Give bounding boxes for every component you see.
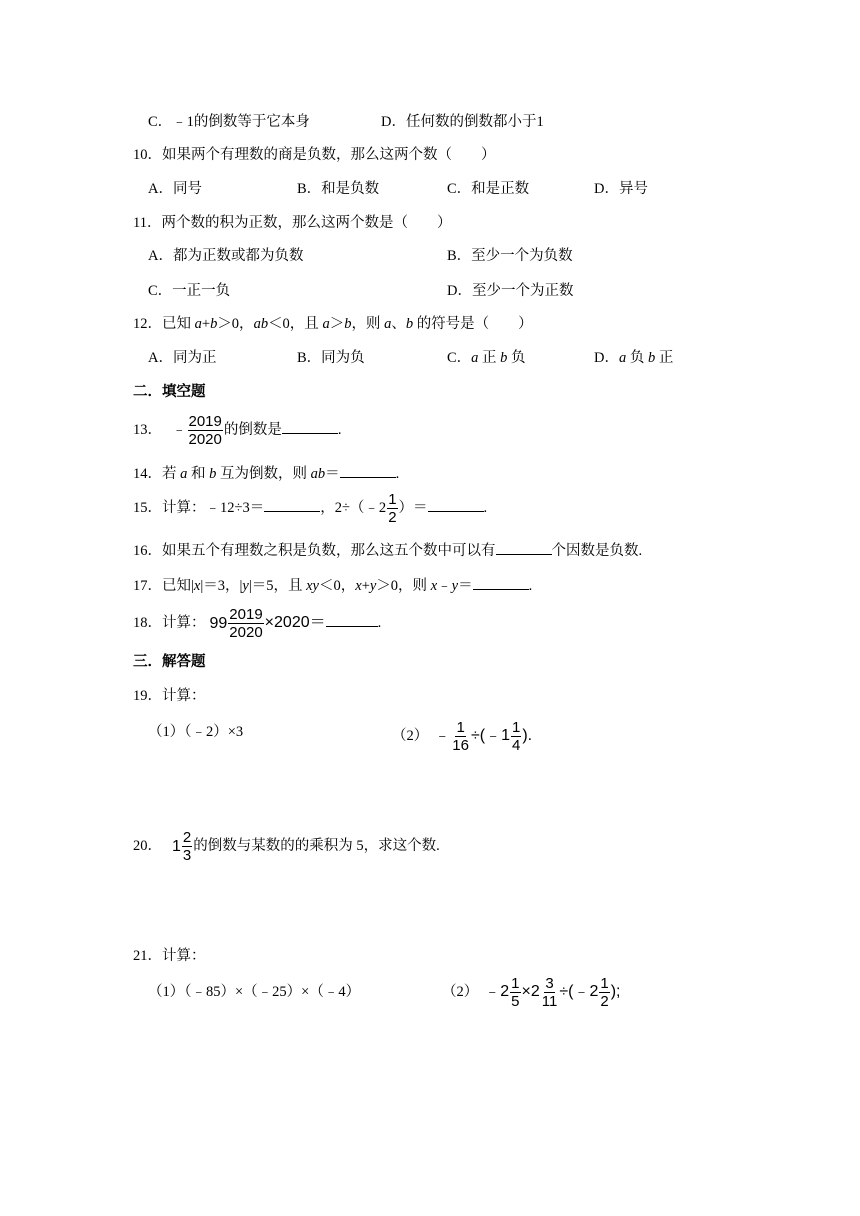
q21-fraction-3: $\frac{1}{2}$: [600, 975, 609, 1011]
q10-option-d: D．异号: [594, 181, 648, 197]
q9-option-c: C．﹣1的倒数等于它本身: [148, 114, 310, 130]
q21-fraction-1: $\frac{1}{5}$: [511, 975, 520, 1011]
q15-answer-blank-1[interactable]: [264, 497, 320, 512]
section-fill-blank-heading: 二．填空题: [133, 384, 206, 400]
q12-option-d: D．a 负 b 正: [594, 350, 674, 366]
q11-option-c: C．一正一负: [148, 283, 231, 299]
q20-fraction: $\frac{2}{3}$: [182, 829, 192, 865]
q20: 20． 1 $\frac{2}{3}$ 的倒数与某数的的乘积为 5，求这个数.: [133, 829, 440, 865]
q19-part-2: （2） ﹣ $\frac{1}{16}$ ÷(﹣1 $\frac{1}{4}$ ).: [392, 719, 533, 755]
q12-option-a: A．同为正: [148, 350, 217, 366]
q16: 16．如果五个有理数之积是负数，那么这五个数中可以有 个因数是负数.: [133, 540, 642, 561]
q16-answer-blank[interactable]: [496, 540, 552, 555]
q15-fraction: $\frac{1}{2}$: [388, 491, 397, 527]
q11-stem: 11．两个数的积为正数，那么这两个数是（ ）: [133, 215, 452, 231]
q21-part-2: （2） ﹣2 $\frac{1}{5}$ ×2 $\frac{3}{11}$ ÷(﹣2 $\frac{1}{2}$ );: [442, 975, 621, 1011]
q18-answer-blank[interactable]: [326, 612, 378, 627]
q21-stem: 21．计算：: [133, 948, 206, 964]
q13: 13． ﹣ $\frac{2019}{2020}$ 的倒数是 .: [133, 413, 342, 449]
q11-option-b: B．至少一个为负数: [447, 248, 573, 264]
q12-stem: 12．已知 a+b＞0，ab＜0，且 a＞b，则 a、b 的符号是（ ）: [133, 316, 533, 332]
q9-option-d: D．任何数的倒数都小于1: [381, 114, 544, 130]
q10-option-b: B．和是负数: [297, 181, 380, 197]
section-solution-heading: 三．解答题: [133, 654, 206, 670]
q15-answer-blank-2[interactable]: [428, 497, 484, 512]
q10-option-a: A．同号: [148, 181, 202, 197]
q13-fraction: $\frac{2019}{2020}$: [188, 413, 222, 449]
q18: 18．计算： 99 $\frac{2019}{2020}$ ×2020＝ .: [133, 606, 382, 642]
q21-part-1: （1）（﹣85）×（﹣25）×（﹣4）: [148, 984, 361, 1000]
q19-fraction-2: $\frac{1}{4}$: [511, 719, 521, 755]
q12-option-b: B．同为负: [297, 350, 365, 366]
q19-part-1: （1）（﹣2）×3: [148, 724, 244, 740]
q18-fraction: $\frac{2019}{2020}$: [229, 606, 263, 642]
q19-stem: 19．计算：: [133, 688, 206, 704]
q19-fraction-1: $\frac{1}{16}$: [452, 719, 469, 755]
q14-answer-blank[interactable]: [340, 463, 396, 478]
q11-option-d: D．至少一个为正数: [447, 283, 574, 299]
q10-option-c: C．和是正数: [447, 181, 530, 197]
q13-answer-blank[interactable]: [282, 419, 338, 434]
q11-option-a: A．都为正数或都为负数: [148, 248, 304, 264]
q17: 17．已知|x|＝3，|y|＝5，且 xy＜0，x+y＞0，则 x﹣y＝ .: [133, 575, 532, 596]
q12-option-c: C．a 正 b 负: [447, 350, 526, 366]
q21-fraction-2: $\frac{3}{11}$: [541, 975, 558, 1011]
q14: 14．若 a 和 b 互为倒数，则 ab＝ .: [133, 463, 399, 484]
q10-stem: 10．如果两个有理数的商是负数，那么这两个数（ ）: [133, 147, 496, 163]
q17-answer-blank[interactable]: [473, 575, 529, 590]
q15: 15．计算：﹣12÷3＝ ，2÷（﹣2 $\frac{1}{2}$ ）＝ .: [133, 491, 488, 527]
